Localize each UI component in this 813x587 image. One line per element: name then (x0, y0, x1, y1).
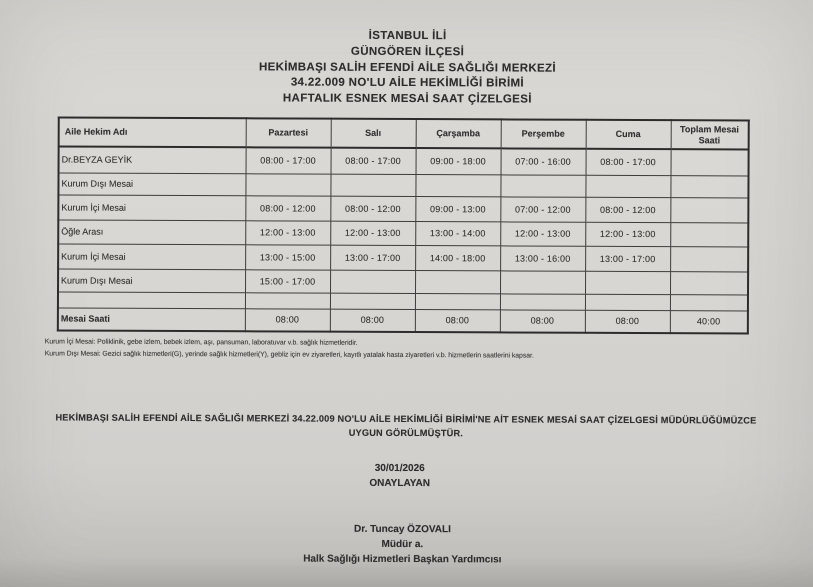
title-line-province: İSTANBUL İLİ (368, 29, 447, 43)
approval-statement: HEKİMBAŞI SALİH EFENDİ AİLE SAĞLIĞI MERKEZİ 34.22.009 NO'LU AİLE HEKİMLİĞİ BİRİMİ'NE AİT ESNEK MESAİ SAAT ÇİZELGESİ MÜDÜRLÜĞÜMÜZCE UYGUN GÖRÜLMÜŞTÜR. (55, 412, 757, 438)
row-label: Kurum İçi Mesai (58, 243, 245, 269)
schedule-cell: 15:00 - 17:00 (245, 269, 330, 292)
row-label: Kurum Dışı Mesai (58, 268, 245, 292)
schedule-cell: 13:00 - 15:00 (245, 244, 330, 269)
approval-label: ONAYLAYAN (369, 477, 430, 489)
schedule-cell: 12:00 - 13:00 (330, 221, 415, 245)
schedule-cell (500, 270, 585, 293)
schedule-cell: 07:00 - 12:00 (500, 196, 585, 221)
schedule-cell (671, 149, 749, 175)
schedule-cell: 14:00 - 18:00 (415, 245, 500, 270)
schedule-cell (330, 174, 415, 196)
signature-block (0, 520, 806, 569)
total-cell: 08:00 (585, 310, 670, 333)
schedule-cell: 12:00 - 13:00 (245, 220, 330, 244)
schedule-cell (670, 222, 748, 246)
schedule-cell (585, 294, 670, 310)
row-label: Kurum İçi Mesai (58, 194, 245, 220)
row-label: Dr.BEYZA GEYİK (59, 146, 246, 173)
header-friday: Cuma (586, 120, 671, 149)
footnotes (45, 336, 783, 363)
document-title-block (1, 27, 813, 110)
schedule-cell: 13:00 - 16:00 (500, 245, 585, 270)
total-cell: 40:00 (670, 310, 748, 333)
footnote-kurum-ici: Kurum İçi Mesai: Poliklinik, gebe izlem, bebek izlem, aşı, pansuman, laboratuvar v.b. sağlık hizmetleridir. (44, 338, 358, 347)
schedule-cell (245, 292, 330, 308)
header-total-hours: Toplam Mesai Saati (671, 120, 749, 149)
row-label (58, 291, 245, 308)
schedule-cell (670, 175, 748, 197)
schedule-cell (670, 197, 748, 222)
schedule-cell: 13:00 - 17:00 (330, 245, 415, 270)
title-line-district: GÜNGÖREN İLÇESİ (350, 45, 465, 59)
schedule-cell (330, 270, 415, 293)
table-total-row (58, 307, 748, 333)
title-line-center: HEKİMBAŞI SALİH EFENDİ AİLE SAĞLIĞI MERKEZİ (258, 60, 557, 75)
schedule-cell (500, 174, 585, 196)
schedule-cell (670, 294, 748, 310)
footnote-kurum-disi: Kurum Dışı Mesai: Gezici sağlık hizmetleri(G), yerinde sağlık hizmetleri(Y), gebliz için ev ziyaretleri, kayıtlı yatalak hasta ziyaretleri v.b. hizmetlerin saatlerini kapsar. (44, 350, 534, 360)
schedule-cell: 09:00 - 13:00 (415, 196, 500, 221)
header-wednesday: Çarşamba (416, 119, 501, 148)
table-row (58, 268, 748, 294)
total-cell: 08:00 (415, 309, 500, 332)
title-line-unit: 34.22.009 NO'LU AİLE HEKİMLİĞİ BİRİMİ (290, 76, 525, 90)
weekly-schedule-table (57, 116, 750, 334)
row-label: Kurum Dışı Mesai (58, 172, 245, 195)
schedule-table-container (57, 116, 748, 334)
schedule-cell (670, 246, 748, 271)
schedule-cell: 13:00 - 14:00 (415, 221, 500, 245)
total-cell: 08:00 (500, 309, 585, 332)
total-cell: 08:00 (245, 308, 330, 331)
approval-date: 30/01/2026 (374, 462, 425, 475)
table-row (58, 194, 748, 222)
table-row (58, 243, 748, 271)
schedule-cell: 08:00 - 17:00 (246, 147, 331, 173)
row-label: Öğle Arası (58, 219, 245, 244)
signatory-name: Dr. Tuncay ÖZOVALI (354, 523, 451, 536)
total-row-label: Mesai Saati (58, 307, 245, 331)
title-line-schedule: HAFTALIK ESNEK MESAİ SAAT ÇİZELGESİ (282, 92, 532, 106)
schedule-cell (330, 293, 415, 309)
header-thursday: Perşembe (501, 119, 586, 148)
schedule-cell: 08:00 - 12:00 (330, 196, 415, 221)
table-row (58, 219, 748, 246)
schedule-cell (585, 175, 670, 197)
signatory-title-1: Müdür a. (381, 539, 424, 551)
approval-date-block (0, 460, 800, 492)
schedule-cell (670, 271, 748, 294)
schedule-cell: 12:00 - 13:00 (500, 221, 585, 245)
table-row (58, 172, 748, 197)
schedule-cell (415, 270, 500, 293)
total-cell: 08:00 (330, 309, 415, 332)
schedule-cell (415, 174, 500, 196)
schedule-cell: 07:00 - 16:00 (501, 148, 586, 174)
schedule-cell: 13:00 - 17:00 (585, 246, 670, 271)
schedule-cell (245, 173, 330, 195)
header-tuesday: Salı (331, 119, 416, 148)
schedule-cell (585, 271, 670, 294)
schedule-cell: 09:00 - 18:00 (416, 148, 501, 174)
header-physician-name: Aile Hekim Adı (59, 117, 246, 147)
schedule-cell: 08:00 - 17:00 (331, 148, 416, 174)
schedule-cell: 08:00 - 17:00 (586, 149, 671, 175)
header-monday: Pazartesi (246, 118, 331, 147)
signatory-title-2: Halk Sağlığı Hizmetleri Başkan Yardımcısı (303, 553, 502, 566)
schedule-cell: 12:00 - 13:00 (585, 222, 670, 246)
table-header-row (59, 117, 749, 149)
schedule-cell (500, 293, 585, 309)
schedule-cell: 08:00 - 12:00 (585, 197, 670, 222)
schedule-cell (415, 293, 500, 309)
schedule-cell: 08:00 - 12:00 (245, 195, 330, 220)
table-row (59, 146, 749, 175)
